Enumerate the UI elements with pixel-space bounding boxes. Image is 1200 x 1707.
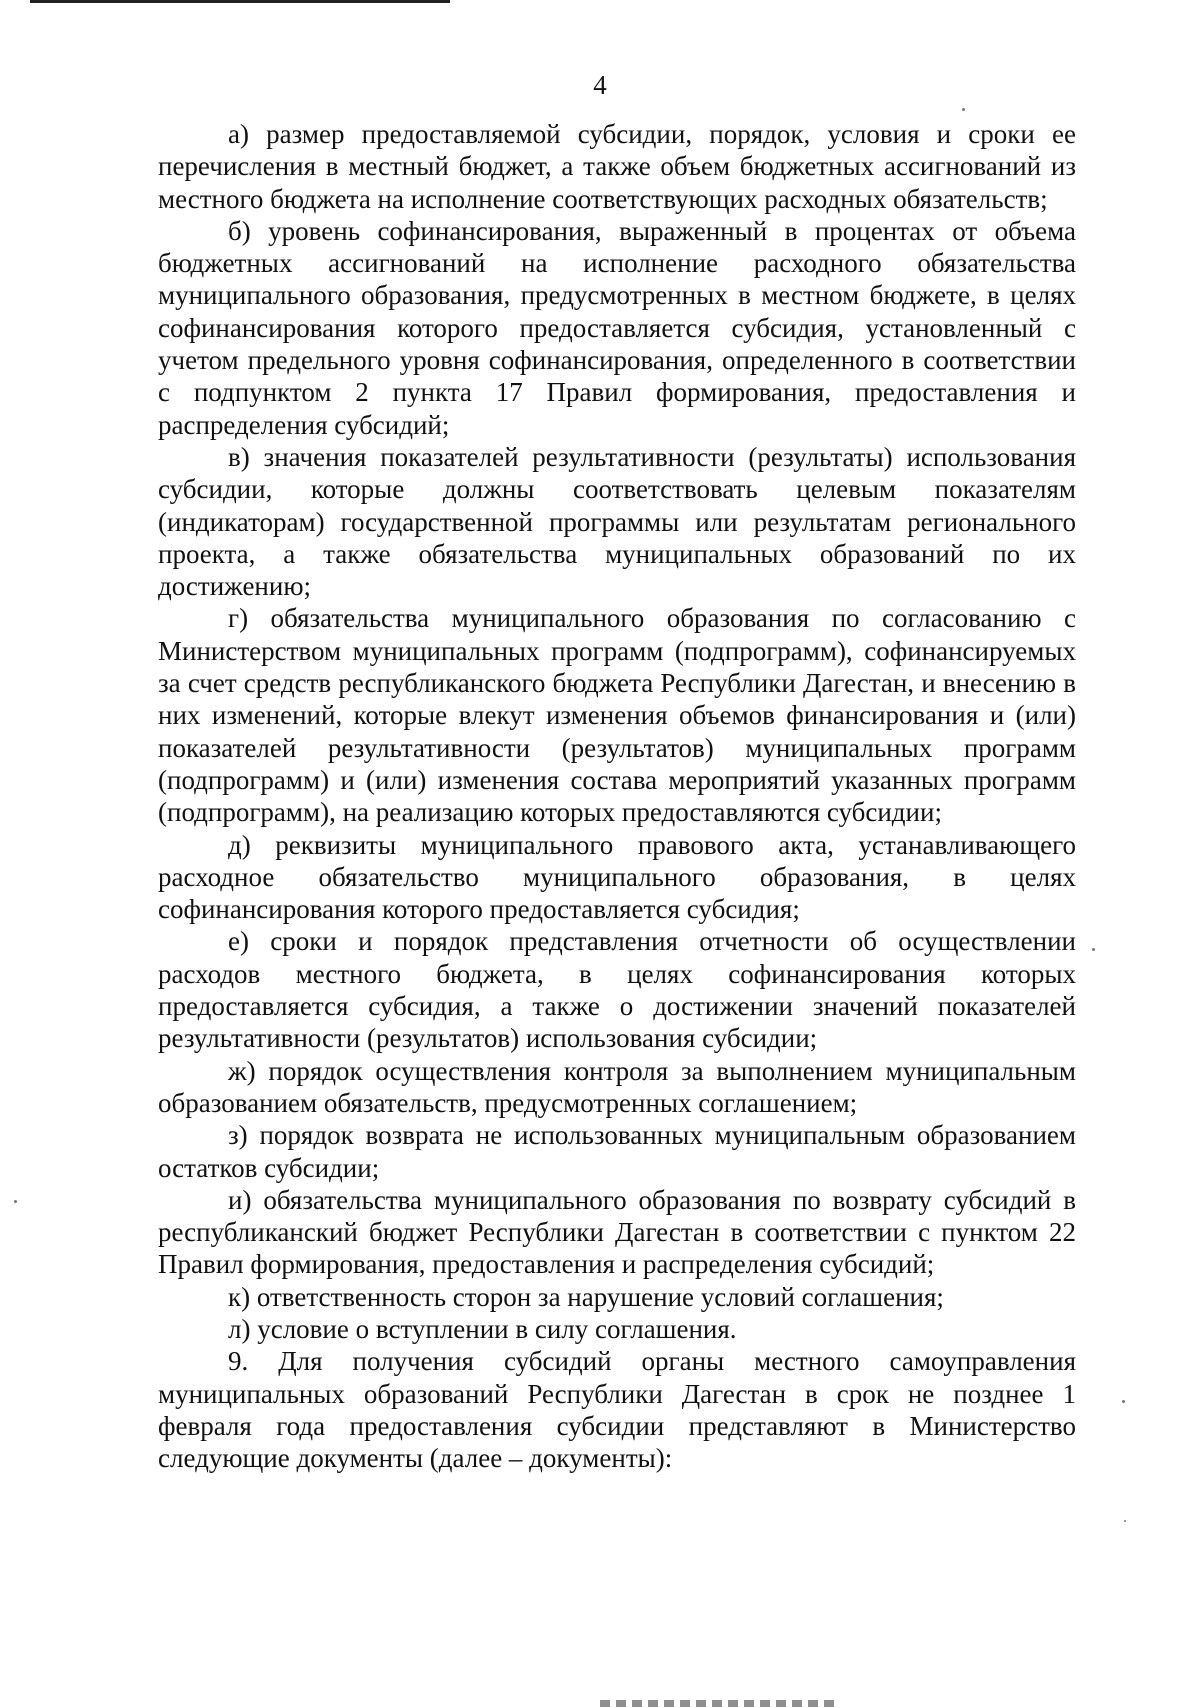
- scan-speck: [1092, 948, 1095, 951]
- paragraph-g: г) обязательства муниципального образования по согласованию с Министерством муниципальных программ (подпрограмм), софинансируемых за счет средств республиканского бюджета Республики Дагестан, и внесению в них изменений, которые влекут изменения объемов финансирования и (или) показателей результативности (результатов) муниципальных программ (подпрограмм) и (или) изменения состава мероприятий указанных программ (подпрограмм), на реализацию которых предоставляются субсидии;: [158, 603, 1076, 828]
- scan-speck: [962, 108, 965, 111]
- paragraph-k: к) ответственность сторон за нарушение условий соглашения;: [228, 1281, 944, 1312]
- paragraph-9: 9. Для получения субсидий органы местного самоуправления муниципальных образований Республики Дагестан в срок не позднее 1 февраля года предоставления субсидии представляют в Министерство следующие документы (далее – документы):: [158, 1346, 1076, 1474]
- paragraph-e: е) сроки и порядок представления отчетности об осуществлении расходов местного бюджета, в целях софинансирования которых предоставляется субсидия, а также о достижении значений показателей результативности (результатов) использования субсидии;: [158, 926, 1076, 1054]
- paragraph-z: з) порядок возврата не использованных муниципальным образованием остатков субсидии;: [158, 1120, 1076, 1183]
- paragraph-zh: ж) порядок осуществления контроля за выполнением муниципальным образованием обязательств, предусмотренных соглашением;: [158, 1055, 1076, 1118]
- scan-speck: [14, 1200, 17, 1203]
- scan-speck: [1122, 1400, 1125, 1403]
- document-body: [158, 118, 1076, 1474]
- scan-footer-bleed: [600, 1700, 840, 1707]
- scan-top-border: [30, 0, 450, 3]
- paragraph-b: б) уровень софинансирования, выраженный в процентах от объема бюджетных ассигнований на исполнение расходного обязательства муниципального образования, предусмотренных в местном бюджете, в целях софинансирования которого предоставляется субсидия, установленный с учетом предельного уровня софинансирования, определенного в соответствии с подпунктом 2 пункта 17 Правил формирования, предоставления и распределения субсидий;: [158, 215, 1076, 440]
- paragraph-l: л) условие о вступлении в силу соглашения.: [228, 1313, 737, 1344]
- paragraph-d: д) реквизиты муниципального правового акта, устанавливающего расходное обязательство муниципального образования, в целях софинансирования которого предоставляется субсидия;: [158, 829, 1076, 925]
- paragraph-i: и) обязательства муниципального образования по возврату субсидий в республиканский бюджет Республики Дагестан в соответствии с пунктом 22 Правил формирования, предоставления и распределения субсидий;: [158, 1184, 1076, 1280]
- paragraph-v: в) значения показателей результативности (результаты) использования субсидии, которые должны соответствовать целевым показателям (индикаторам) государственной программы или результатам регионального проекта, а также обязательства муниципальных образований по их достижению;: [158, 441, 1076, 602]
- paragraph-a: а) размер предоставляемой субсидии, порядок, условия и сроки ее перечисления в местный бюджет, а также объем бюджетных ассигнований из местного бюджета на исполнение соответствующих расходных обязательств;: [158, 119, 1076, 214]
- scan-speck: [1124, 1520, 1126, 1522]
- page-number: 4: [593, 70, 607, 100]
